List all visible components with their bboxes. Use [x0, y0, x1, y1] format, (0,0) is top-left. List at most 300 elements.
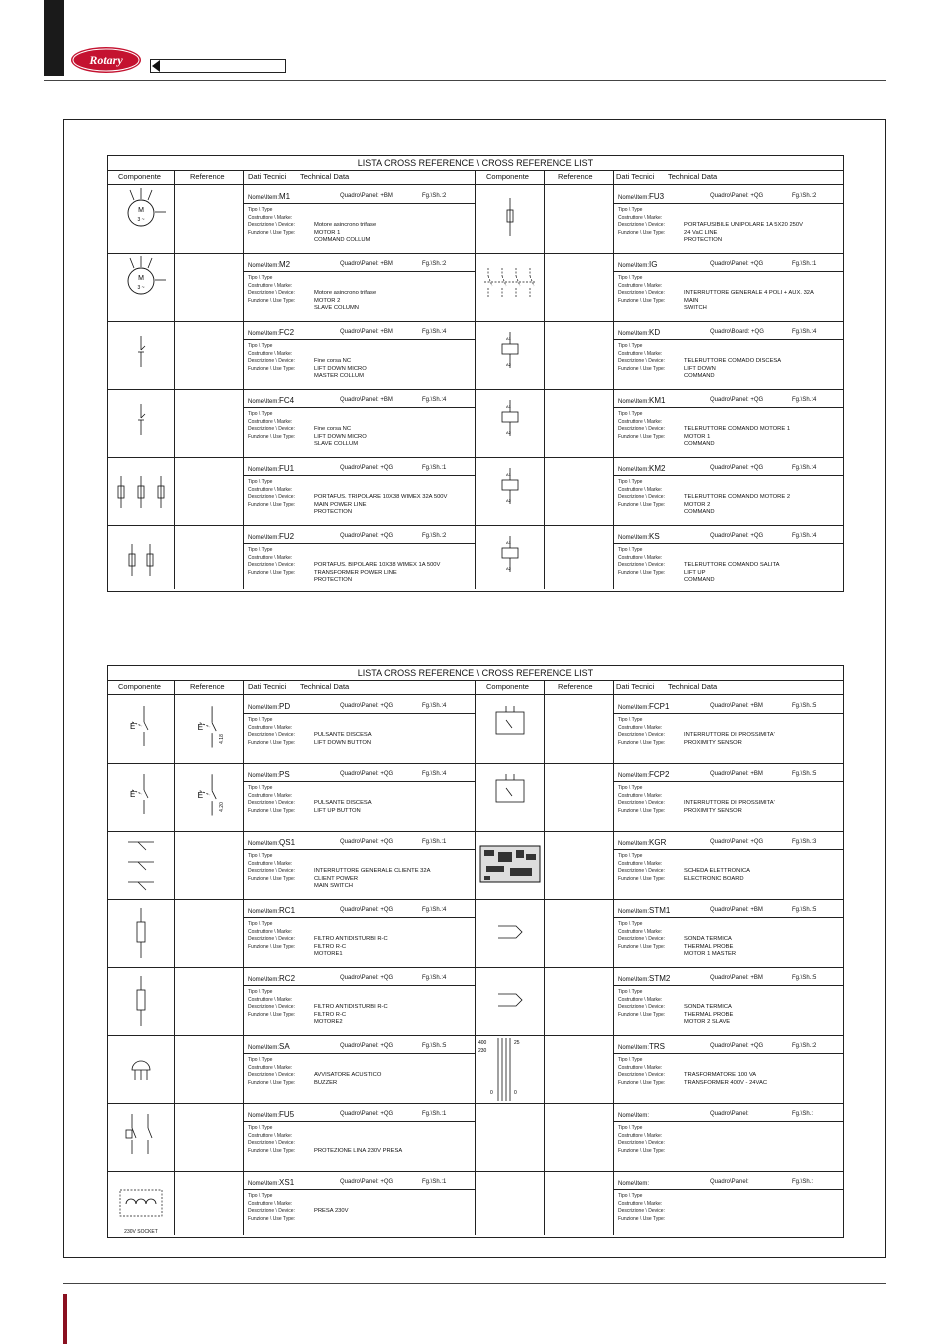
sheet-field — [792, 533, 816, 539]
use-value: MAIN POWER LINE — [314, 501, 367, 508]
use-value: LIFT DOWN MICRO — [314, 433, 367, 440]
technical-data-cell — [614, 186, 844, 253]
tech-values — [314, 853, 431, 891]
sheet-value: 4 — [813, 465, 817, 471]
technical-data-cell — [614, 254, 844, 321]
item-name-label: Nome\Item: — [618, 977, 650, 983]
panel-field — [710, 771, 763, 777]
tech-label: Tipo \ Type — [248, 853, 273, 859]
tech-label: Funzione \ Use Type: — [248, 297, 296, 304]
header-arrow-icon — [152, 60, 160, 72]
tech-label: Tipo \ Type — [248, 343, 273, 349]
sheet-field — [422, 397, 446, 403]
tech-label: Funzione \ Use Type: — [248, 875, 296, 882]
tech-label: Funzione \ Use Type: — [618, 1215, 666, 1222]
panel-label: Quadro\Panel: — [710, 771, 751, 777]
use-value: SLAVE COLLUM — [314, 441, 359, 448]
panel-field — [340, 1043, 393, 1049]
panel-label: Quadro\Panel: — [710, 465, 751, 471]
sheet-value: 1 — [443, 1111, 447, 1117]
tech-values — [314, 1193, 348, 1216]
sheet-field — [792, 329, 816, 335]
technical-data-cell — [244, 900, 476, 967]
tech-label: Costruttore \ Marke: — [618, 792, 663, 799]
device-value: PRESA 230V — [314, 1208, 349, 1215]
panel-label: Quadro\Panel: — [340, 839, 381, 845]
use-value: PROXIMITY SENSOR — [684, 739, 742, 746]
item-name — [248, 464, 294, 473]
item-name — [618, 464, 665, 473]
panel-field — [340, 975, 393, 981]
tech-label: Funzione \ Use Type: — [618, 297, 666, 304]
technical-data-cell — [244, 1104, 476, 1171]
tech-labels — [248, 411, 295, 441]
tech-label: Funzione \ Use Type: — [248, 739, 296, 746]
item-name-label: Nome\Item: — [618, 841, 650, 847]
sheet-value: 2 — [813, 1043, 817, 1049]
tech-labels — [618, 785, 665, 815]
svg-text:A2: A2 — [506, 566, 511, 571]
table-row — [108, 1172, 843, 1240]
table-row — [108, 900, 843, 968]
panel-field — [710, 839, 763, 845]
type-value — [314, 921, 388, 929]
symbol-caption: 230V SOCKET — [124, 1229, 158, 1235]
tech-label: Tipo \ Type — [248, 547, 273, 553]
device-value: FILTRO ANTIDISTURBI R-C — [314, 936, 388, 943]
use-value: TRANSFORMER 400V - 24VAC — [684, 1079, 768, 1086]
tech-label: Funzione \ Use Type: — [618, 569, 666, 576]
technical-data-cell — [614, 322, 844, 389]
tech-labels — [248, 207, 295, 237]
cross-reference-table-2 — [107, 665, 844, 1238]
pushbutton-icon — [108, 696, 174, 763]
tech-values — [314, 479, 447, 517]
component-symbol — [108, 900, 174, 967]
panel-label: Quadro\Panel: — [710, 703, 751, 709]
device-value: PULSANTE DISCESA — [314, 732, 372, 739]
brand-value — [314, 215, 376, 223]
table-title: LISTA CROSS REFERENCE \ CROSS REFERENCE LIST — [108, 156, 843, 171]
tech-separator — [244, 407, 476, 408]
panel-field — [340, 193, 393, 199]
motor-icon — [108, 254, 174, 321]
tech-label: Descrizione \ Device: — [618, 1140, 665, 1147]
tech-label: Costruttore \ Marke: — [618, 486, 663, 493]
reference-cell — [545, 1036, 613, 1103]
rc-filter-icon — [108, 900, 174, 967]
use-value: MOTOR 1 — [684, 433, 711, 440]
sheet-label: Fg.\Sh.: — [792, 329, 814, 335]
component-symbol — [108, 526, 174, 593]
tech-label: Tipo \ Type — [618, 275, 643, 281]
item-name-label: Nome\Item: — [618, 399, 650, 405]
brand-value — [684, 929, 736, 937]
col-componente: Componente — [486, 682, 529, 691]
svg-text:E: E — [197, 790, 204, 800]
rc-filter-icon — [108, 968, 174, 1035]
tech-label: Funzione \ Use Type: — [618, 875, 666, 882]
item-name — [248, 1042, 290, 1051]
technical-data-cell — [614, 1104, 844, 1171]
tech-label: Tipo \ Type — [248, 411, 273, 417]
item-name — [618, 702, 669, 711]
panel-label: Quadro\Board: — [710, 329, 752, 335]
item-name-label: Nome\Item: — [618, 909, 650, 915]
use-value: MOTOR 2 — [684, 501, 711, 508]
tech-label: Funzione \ Use Type: — [248, 1215, 296, 1222]
item-name-value: M2 — [279, 260, 291, 269]
sheet-value: 4 — [813, 397, 817, 403]
col-reference: Reference — [190, 682, 225, 691]
svg-text:3 ~: 3 ~ — [137, 217, 145, 223]
sheet-value: 4 — [443, 703, 447, 709]
use-value: LIFT UP BUTTON — [314, 807, 361, 814]
tech-label: Funzione \ Use Type: — [248, 943, 296, 950]
panel-value: +QG — [750, 397, 764, 403]
panel-field — [340, 533, 393, 539]
component-symbol — [476, 696, 544, 763]
reference-cell — [175, 458, 243, 525]
sheet-value: 4 — [443, 329, 447, 335]
device-value: AVVISATORE ACUSTICO — [314, 1072, 382, 1079]
tech-separator — [244, 203, 476, 204]
brand-value — [684, 215, 803, 223]
tech-label: Funzione \ Use Type: — [248, 569, 296, 576]
svg-text:A2: A2 — [506, 430, 511, 435]
tech-label: Descrizione \ Device: — [618, 358, 665, 365]
panel-label: Quadro\Panel: — [340, 1179, 381, 1185]
type-value — [684, 207, 803, 215]
item-name-value: STM1 — [649, 906, 671, 915]
svg-text:230: 230 — [478, 1048, 487, 1054]
item-name — [618, 260, 657, 269]
device-value: INTERRUTTORE DI PROSSIMITA' — [684, 732, 775, 739]
header-side-bar — [44, 0, 64, 76]
sheet-value: 1 — [443, 465, 447, 471]
type-value — [314, 207, 376, 215]
reference-cell — [545, 1172, 613, 1239]
sheet-field — [792, 1179, 813, 1185]
tech-values — [314, 1057, 381, 1087]
col-componente: Componente — [118, 682, 161, 691]
panel-field — [710, 703, 763, 709]
tech-separator — [244, 271, 476, 272]
tech-separator — [614, 543, 844, 544]
use-value: BUZZER — [314, 1079, 338, 1086]
device-value: INTERRUTTORE DI PROSSIMITA' — [684, 800, 775, 807]
tech-values — [684, 207, 803, 245]
use-value: COMMAND COLLUM — [314, 237, 371, 244]
technical-data-cell — [614, 968, 844, 1035]
tech-label: Costruttore \ Marke: — [248, 860, 293, 867]
tech-values — [314, 547, 440, 585]
device-value: SONDA TERMICA — [684, 1004, 732, 1011]
item-name-label: Nome\Item: — [248, 535, 280, 541]
panel-label: Quadro\Panel: — [340, 261, 381, 267]
tech-label: Descrizione \ Device: — [618, 936, 665, 943]
tech-values — [314, 207, 376, 245]
item-name-value: QS1 — [279, 838, 296, 847]
fuse2-icon — [108, 526, 174, 593]
item-name-value: FC4 — [279, 396, 295, 405]
tech-label: Tipo \ Type — [248, 1057, 273, 1063]
device-value: TELERUTTORE COMANDO MOTORE 1 — [684, 426, 791, 433]
sheet-label: Fg.\Sh.: — [792, 397, 814, 403]
use-value: PROTEZIONE LINA 230V PRESA — [314, 1147, 403, 1154]
fuse-icon — [476, 186, 544, 253]
device-value: Motore asincrono trifase — [314, 222, 377, 229]
item-name-value: KM2 — [649, 464, 666, 473]
panel-value: +BM — [750, 703, 763, 709]
item-name-label: Nome\Item: — [248, 1113, 280, 1119]
footer-rule — [63, 1283, 886, 1284]
item-name-label: Nome\Item: — [618, 467, 650, 473]
tech-separator — [614, 1189, 844, 1190]
table-row — [108, 390, 843, 458]
col-componente: Componente — [118, 172, 161, 181]
sheet-value: 1 — [443, 1179, 447, 1185]
device-value: PULSANTE DISCESA — [314, 800, 372, 807]
use-value: MOTOR 1 MASTER — [684, 951, 737, 958]
technical-data-cell — [244, 186, 476, 253]
item-name — [618, 1042, 665, 1051]
svg-text:A1: A1 — [506, 404, 511, 409]
item-name — [618, 192, 664, 201]
type-value — [684, 1057, 767, 1065]
technical-data-cell — [244, 390, 476, 457]
technical-data-cell — [244, 458, 476, 525]
item-name — [248, 906, 295, 915]
brand-value — [314, 419, 367, 427]
tech-values — [684, 1193, 686, 1216]
tech-label: Costruttore \ Marke: — [248, 554, 293, 561]
tech-values — [684, 411, 790, 449]
component-symbol — [108, 254, 174, 321]
panel-label: Quadro\Panel: — [710, 975, 751, 981]
tech-labels — [618, 207, 665, 237]
use-value: COMMAND — [684, 441, 715, 448]
technical-data-cell — [614, 696, 844, 763]
tech-label: Descrizione \ Device: — [248, 868, 295, 875]
tech-labels — [248, 547, 295, 577]
sheet-label: Fg.\Sh.: — [422, 1111, 444, 1117]
panel-value: +QG — [750, 839, 764, 845]
item-name-label: Nome\Item: — [248, 909, 280, 915]
svg-text:400: 400 — [478, 1040, 487, 1046]
component-symbol — [476, 1104, 544, 1171]
use-value: MOTOR 1 — [314, 229, 341, 236]
sheet-field — [422, 703, 446, 709]
tech-separator — [614, 271, 844, 272]
item-name — [618, 1110, 649, 1119]
reference-cell — [175, 968, 243, 1035]
sheet-label: Fg.\Sh.: — [422, 1043, 444, 1049]
reference-cell — [175, 764, 243, 831]
item-name-value: RC1 — [279, 906, 296, 915]
panel-value: +QG — [380, 975, 394, 981]
tech-label: Funzione \ Use Type: — [618, 943, 666, 950]
sheet-field — [422, 1043, 446, 1049]
panel-field — [340, 465, 393, 471]
type-value — [314, 1057, 381, 1065]
tech-label: Tipo \ Type — [248, 275, 273, 281]
tech-label: Tipo \ Type — [618, 989, 643, 995]
breaker-icon — [108, 1104, 174, 1171]
type-value — [684, 411, 790, 419]
item-name-label: Nome\Item: — [248, 1181, 280, 1187]
technical-data-cell — [614, 832, 844, 899]
sheet-field — [422, 975, 446, 981]
tech-label: Tipo \ Type — [618, 547, 643, 553]
sheet-label: Fg.\Sh.: — [792, 907, 814, 913]
device-value: FILTRO ANTIDISTURBI R-C — [314, 1004, 388, 1011]
panel-value: +QG — [380, 1111, 394, 1117]
tech-label: Tipo \ Type — [618, 411, 643, 417]
item-name-label: Nome\Item: — [248, 399, 280, 405]
sheet-field — [792, 771, 816, 777]
reference-cell — [175, 1172, 243, 1239]
component-symbol — [476, 254, 544, 321]
tech-label: Costruttore \ Marke: — [248, 1064, 293, 1071]
item-name — [248, 328, 294, 337]
item-name-value: FU2 — [279, 532, 295, 541]
tech-labels — [618, 275, 665, 305]
type-value — [314, 343, 367, 351]
svg-text:E: E — [130, 722, 136, 731]
component-symbol — [108, 1036, 174, 1103]
tech-labels — [618, 853, 665, 883]
use-value: CLIENT POWER — [314, 875, 359, 882]
device-value: SCHEDA ELETTRONICA — [684, 868, 751, 875]
brand-value — [314, 487, 447, 495]
tech-labels — [618, 411, 665, 441]
use-value: FILTRO R-C — [314, 1011, 347, 1018]
panel-field — [340, 771, 393, 777]
tech-values — [684, 1057, 767, 1087]
switch-3pole-icon — [108, 832, 174, 899]
technical-data-cell — [244, 254, 476, 321]
type-value — [684, 1125, 686, 1133]
reference-cell — [545, 764, 613, 831]
sheet-field — [792, 397, 816, 403]
panel-label: Quadro\Panel: — [340, 1043, 381, 1049]
tech-separator — [244, 781, 476, 782]
technical-data-cell — [244, 1172, 476, 1239]
device-value: TELERUTTORE COMANDO MOTORE 2 — [684, 494, 791, 501]
tech-label: Costruttore \ Marke: — [248, 418, 293, 425]
header-rule — [44, 80, 886, 81]
use-value: MOTOR 2 SLAVE — [684, 1019, 731, 1026]
item-name-label: Nome\Item: — [618, 263, 650, 269]
use-value: COMMAND — [684, 509, 715, 516]
tech-labels — [618, 989, 665, 1019]
panel-label: Quadro\Panel: — [710, 839, 751, 845]
brand-value — [314, 351, 367, 359]
tech-label: Funzione \ Use Type: — [618, 229, 666, 236]
panel-field — [340, 329, 393, 335]
tech-label: Costruttore \ Marke: — [248, 214, 293, 221]
panel-field — [710, 1043, 763, 1049]
use-value: COMMAND — [684, 577, 715, 584]
use-value: COMMAND — [684, 373, 715, 380]
col-dati-tecnici: Dati Tecnici — [616, 682, 655, 691]
table-row — [108, 832, 843, 900]
sheet-value: 1 — [813, 261, 817, 267]
item-name — [248, 396, 294, 405]
sheet-label: Fg.\Sh.: — [792, 1111, 814, 1117]
tech-separator — [614, 203, 844, 204]
sheet-value: 2 — [443, 533, 447, 539]
tech-labels — [618, 479, 665, 509]
technical-data-cell — [244, 696, 476, 763]
panel-field — [710, 1179, 749, 1185]
type-value — [684, 989, 733, 997]
tech-label: Costruttore \ Marke: — [618, 724, 663, 731]
panel-value: +QG — [380, 1179, 394, 1185]
reference-cell — [175, 186, 243, 253]
component-symbol — [476, 832, 544, 899]
panel-value: +QG — [380, 839, 394, 845]
tech-values — [684, 275, 814, 313]
sheet-value: 5 — [813, 975, 817, 981]
tech-label: Costruttore \ Marke: — [248, 1200, 293, 1207]
tech-separator — [614, 781, 844, 782]
panel-field — [710, 1111, 749, 1117]
type-value — [314, 717, 372, 725]
probe-icon — [476, 968, 544, 1035]
type-value — [684, 479, 790, 487]
type-value — [314, 275, 376, 283]
item-name-label: Nome\Item: — [248, 705, 280, 711]
tech-label: Costruttore \ Marke: — [248, 792, 293, 799]
contact-reference-icon — [175, 696, 243, 765]
tech-label: Tipo \ Type — [618, 1125, 643, 1131]
tech-label: Descrizione \ Device: — [618, 868, 665, 875]
tech-label: Costruttore \ Marke: — [618, 350, 663, 357]
tech-labels — [618, 1057, 665, 1087]
sheet-label: Fg.\Sh.: — [422, 771, 444, 777]
tech-label: Funzione \ Use Type: — [248, 1079, 296, 1086]
tech-values — [684, 547, 779, 585]
tech-label: Descrizione \ Device: — [618, 222, 665, 229]
panel-field — [710, 907, 763, 913]
tech-label: Funzione \ Use Type: — [618, 501, 666, 508]
sheet-label: Fg.\Sh.: — [422, 839, 444, 845]
sheet-label: Fg.\Sh.: — [792, 771, 814, 777]
tech-label: Costruttore \ Marke: — [618, 996, 663, 1003]
sheet-value: 5 — [813, 703, 817, 709]
svg-text:A1: A1 — [506, 472, 511, 477]
tech-label: Descrizione \ Device: — [248, 936, 295, 943]
panel-field — [340, 261, 393, 267]
sheet-field — [422, 839, 446, 845]
sheet-label: Fg.\Sh.: — [422, 533, 444, 539]
panel-label: Quadro\Panel: — [340, 465, 381, 471]
panel-value: +BM — [380, 193, 393, 199]
item-name-value: FC2 — [279, 328, 295, 337]
technical-data-cell — [614, 1036, 844, 1103]
buzzer-icon — [108, 1036, 174, 1103]
panel-label: Quadro\Panel: — [340, 397, 381, 403]
col-reference: Reference — [558, 682, 593, 691]
reference-cell — [545, 390, 613, 457]
table-row — [108, 458, 843, 526]
tech-label: Descrizione \ Device: — [248, 562, 295, 569]
tech-label: Tipo \ Type — [248, 479, 273, 485]
tech-label: Tipo \ Type — [248, 717, 273, 723]
device-value — [684, 1140, 686, 1148]
